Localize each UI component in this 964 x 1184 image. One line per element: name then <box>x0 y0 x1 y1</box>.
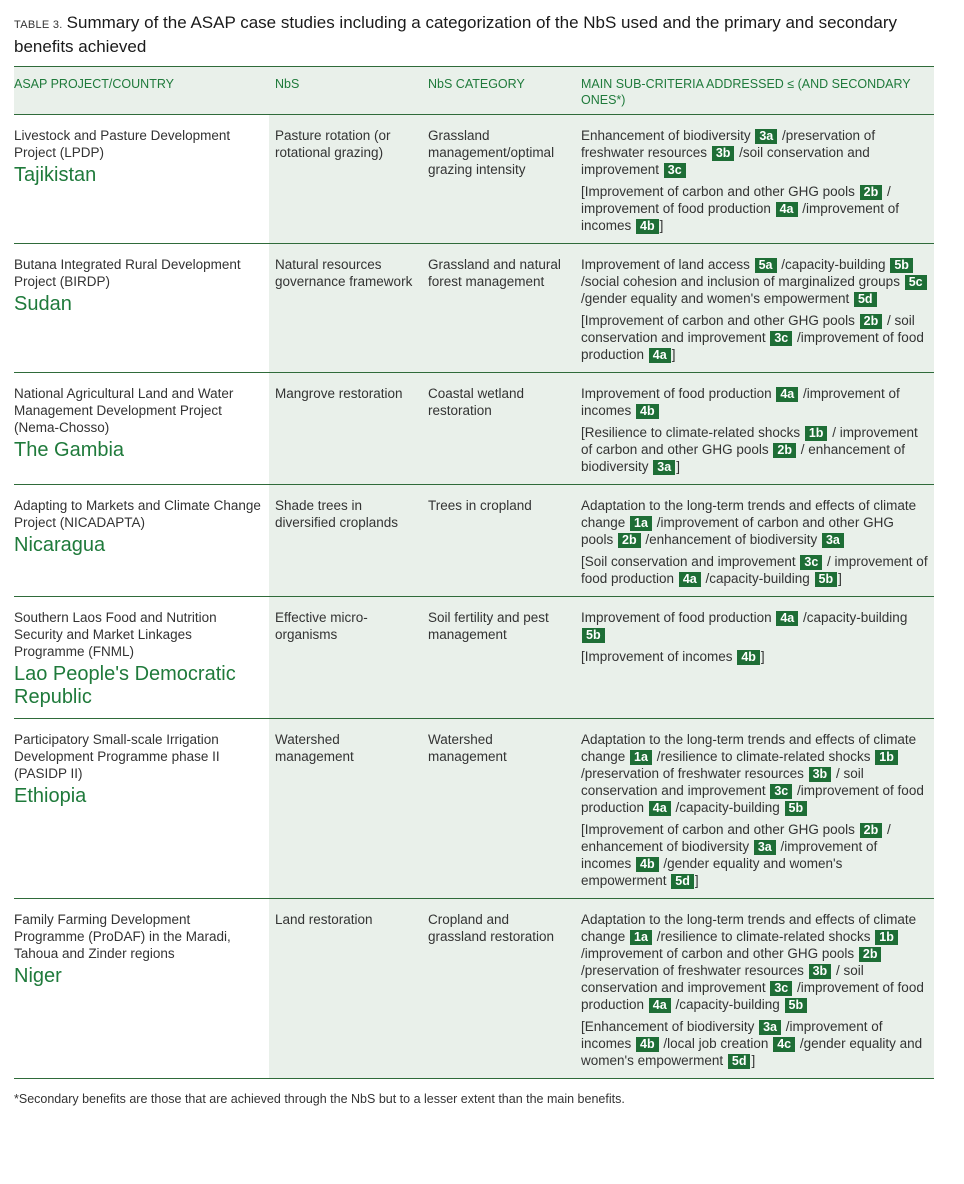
criterion-code-badge: 3b <box>809 964 832 979</box>
criterion-code-badge: 4a <box>776 202 798 217</box>
criteria-text: /improvement of incomes <box>581 1019 883 1051</box>
criterion-code-badge: 3a <box>759 1020 781 1035</box>
criterion-code-badge: 5d <box>854 292 877 307</box>
criteria-text: /capacity-building <box>671 800 784 815</box>
criteria-cell <box>575 719 934 899</box>
criteria-text: ] <box>760 649 765 664</box>
criterion-code-badge: 4a <box>649 998 671 1013</box>
main-criteria <box>581 731 928 816</box>
criteria-text: ] <box>659 218 664 233</box>
table-row <box>14 719 934 899</box>
criterion-code-badge: 3b <box>809 767 832 782</box>
category-cell: Grassland and natural forest management <box>422 244 575 373</box>
criteria-text: / soil conservation and improvement <box>581 313 915 345</box>
country-name: Niger <box>14 965 62 987</box>
project-name: Livestock and Pasture Development Project (LPDP) <box>14 128 231 160</box>
project-name: Adapting to Markets and Climate Change Project (NICADAPTA) <box>14 498 261 530</box>
country-name: Ethiopia <box>14 785 87 807</box>
header-project: ASAP PROJECT/COUNTRY <box>14 67 269 115</box>
criterion-code-badge: 5d <box>671 874 694 889</box>
project-cell <box>14 597 269 719</box>
criteria-text: /capacity-building <box>799 610 908 625</box>
project-cell <box>14 485 269 597</box>
criteria-text: /capacity-building <box>671 997 784 1012</box>
criteria-text: / enhancement of biodiversity <box>581 442 906 474</box>
table-row <box>14 485 934 597</box>
secondary-criteria <box>581 553 928 587</box>
country-name: Tajikistan <box>14 164 97 186</box>
project-name: Participatory Small-scale Irrigation Development Programme phase II (PASIDP II) <box>14 732 220 781</box>
secondary-criteria <box>581 312 928 363</box>
criteria-text: Improvement of food production <box>581 386 776 401</box>
secondary-criteria <box>581 424 928 475</box>
criteria-text: ] <box>838 571 842 586</box>
criterion-code-badge: 5a <box>755 258 777 273</box>
criterion-code-badge: 3a <box>755 129 777 144</box>
criteria-text: /improvement of incomes <box>581 839 878 871</box>
nbs-cell: Effective micro-organisms <box>269 597 422 719</box>
project-name: Southern Laos Food and Nutrition Security and Market Linkages Programme (FNML) <box>14 610 217 659</box>
criteria-text: /improvement of incomes <box>581 386 900 418</box>
criteria-text: [Improvement of carbon and other GHG pools <box>581 313 859 328</box>
footnote: *Secondary benefits are those that are achieved through the NbS but to a lesser extent than the main benefits. <box>14 1092 625 1106</box>
document <box>14 12 934 1107</box>
criterion-code-badge: 3c <box>800 555 822 570</box>
criterion-code-badge: 2b <box>860 823 883 838</box>
header-row <box>14 67 934 115</box>
criteria-text: ] <box>671 347 676 362</box>
category-cell: Trees in cropland <box>422 485 575 597</box>
table-title: Summary of the ASAP case studies including a categorization of the NbS used and the primary and secondary benefits achieved <box>14 13 897 56</box>
criterion-code-badge: 2b <box>773 443 796 458</box>
main-criteria <box>581 497 928 548</box>
table-row <box>14 899 934 1079</box>
criteria-text: [Improvement of incomes <box>581 649 737 664</box>
criterion-code-badge: 4c <box>773 1037 795 1052</box>
criterion-code-badge: 2b <box>859 947 882 962</box>
criterion-code-badge: 4a <box>649 801 671 816</box>
criteria-cell <box>575 899 934 1079</box>
criteria-text: / enhancement of biodiversity <box>581 822 891 854</box>
criterion-code-badge: 3c <box>664 163 686 178</box>
criteria-text: / improvement of food production <box>581 184 891 216</box>
nbs-cell: Natural resources governance framework <box>269 244 422 373</box>
project-cell <box>14 373 269 485</box>
criteria-text: [Soil conservation and improvement <box>581 554 800 569</box>
criteria-text: [Improvement of carbon and other GHG pools <box>581 184 859 199</box>
criteria-text: /gender equality and women's empowerment <box>581 291 853 306</box>
secondary-criteria <box>581 648 928 665</box>
header-nbs: NbS <box>269 67 422 115</box>
criterion-code-badge: 4a <box>776 387 798 402</box>
table-row <box>14 373 934 485</box>
criterion-code-badge: 5b <box>785 998 808 1013</box>
criteria-text: /gender equality and women's empowerment <box>581 856 843 888</box>
category-cell: Watershed management <box>422 719 575 899</box>
criterion-code-badge: 4b <box>636 219 659 234</box>
secondary-criteria <box>581 1018 928 1069</box>
header-category: NbS CATEGORY <box>422 67 575 115</box>
criteria-text: / improvement of food production <box>581 554 928 586</box>
criteria-text: / soil conservation and improvement <box>581 766 864 798</box>
criteria-cell <box>575 244 934 373</box>
criteria-text: [Enhancement of biodiversity <box>581 1019 759 1034</box>
criteria-text: [Improvement of carbon and other GHG pools <box>581 822 859 837</box>
project-cell <box>14 244 269 373</box>
criteria-text: /preservation of freshwater resources <box>581 128 876 160</box>
criteria-text: /improvement of food production <box>581 980 924 1012</box>
header-criteria: MAIN SUB-CRITERIA ADDRESSED ≤ (AND SECONDARY ONES*) <box>575 67 934 115</box>
country-name: The Gambia <box>14 439 125 461</box>
country-name: Nicaragua <box>14 534 106 556</box>
table-row <box>14 597 934 719</box>
criteria-text: /improvement of food production <box>581 783 924 815</box>
case-studies-table <box>14 66 934 1079</box>
criteria-text: /capacity-building <box>777 257 890 272</box>
criterion-code-badge: 3c <box>770 331 792 346</box>
criteria-text: Improvement of food production <box>581 610 776 625</box>
criteria-text: [Resilience to climate-related shocks <box>581 425 804 440</box>
table-label: TABLE 3. <box>14 19 63 31</box>
criteria-text: /local job creation <box>659 1036 773 1051</box>
criteria-text: ] <box>751 1053 756 1068</box>
criterion-code-badge: 2b <box>618 533 641 548</box>
criterion-code-badge: 1a <box>630 750 652 765</box>
main-criteria <box>581 911 928 1013</box>
secondary-criteria <box>581 821 928 889</box>
secondary-criteria <box>581 183 928 234</box>
category-cell: Soil fertility and pest management <box>422 597 575 719</box>
criteria-cell <box>575 115 934 244</box>
criteria-text: /improvement of incomes <box>581 201 900 233</box>
criteria-text: / soil conservation and improvement <box>581 963 864 995</box>
nbs-cell: Watershed management <box>269 719 422 899</box>
criteria-text: /improvement of carbon and other GHG pools <box>581 946 858 961</box>
criteria-text: /preservation of freshwater resources <box>581 766 808 781</box>
criterion-code-badge: 2b <box>860 314 883 329</box>
main-criteria <box>581 385 928 419</box>
criterion-code-badge: 5b <box>785 801 808 816</box>
criterion-code-badge: 5b <box>582 628 605 643</box>
criteria-text: Improvement of land access <box>581 257 754 272</box>
criterion-code-badge: 1a <box>630 930 652 945</box>
criterion-code-badge: 3b <box>712 146 735 161</box>
table-body <box>14 115 934 1079</box>
criteria-text: Adaptation to the long-term trends and effects of climate change <box>581 498 917 530</box>
criteria-text: /soil conservation and improvement <box>581 145 870 177</box>
criterion-code-badge: 4b <box>636 857 659 872</box>
nbs-cell: Land restoration <box>269 899 422 1079</box>
criteria-text: /resilience to climate-related shocks <box>652 749 875 764</box>
criteria-text: /capacity-building <box>701 571 814 586</box>
criterion-code-badge: 3a <box>653 460 675 475</box>
criteria-cell <box>575 373 934 485</box>
criteria-cell <box>575 597 934 719</box>
criteria-text: / improvement of carbon and other GHG pools <box>581 425 918 457</box>
main-criteria <box>581 127 928 178</box>
criterion-code-badge: 3c <box>770 981 792 996</box>
criterion-code-badge: 5c <box>905 275 927 290</box>
criterion-code-badge: 4b <box>636 404 659 419</box>
category-cell: Cropland and grassland restoration <box>422 899 575 1079</box>
project-cell <box>14 115 269 244</box>
project-name: Butana Integrated Rural Development Project (BIRDP) <box>14 257 241 289</box>
criterion-code-badge: 3c <box>770 784 792 799</box>
category-cell: Grassland management/optimal grazing intensity <box>422 115 575 244</box>
criterion-code-badge: 5b <box>890 258 913 273</box>
country-name: Lao People's Democratic Republic <box>14 663 236 708</box>
main-criteria <box>581 609 928 643</box>
criterion-code-badge: 3a <box>754 840 776 855</box>
criterion-code-badge: 4a <box>679 572 701 587</box>
country-name: Sudan <box>14 293 72 315</box>
nbs-cell: Mangrove restoration <box>269 373 422 485</box>
criterion-code-badge: 4a <box>776 611 798 626</box>
project-cell <box>14 719 269 899</box>
criteria-text: ] <box>694 873 699 888</box>
criterion-code-badge: 1a <box>630 516 652 531</box>
criteria-text: /improvement of food production <box>581 330 924 362</box>
criteria-text: /resilience to climate-related shocks <box>652 929 875 944</box>
criteria-cell <box>575 485 934 597</box>
criterion-code-badge: 4a <box>649 348 671 363</box>
table-caption <box>14 12 934 58</box>
criterion-code-badge: 4b <box>737 650 760 665</box>
criteria-text: Adaptation to the long-term trends and effects of climate change <box>581 732 917 764</box>
nbs-cell: Pasture rotation (or rotational grazing) <box>269 115 422 244</box>
project-cell <box>14 899 269 1079</box>
table-row <box>14 244 934 373</box>
nbs-cell: Shade trees in diversified croplands <box>269 485 422 597</box>
criteria-text: /gender equality and women's empowerment <box>581 1036 923 1068</box>
project-name: Family Farming Development Programme (ProDAF) in the Maradi, Tahoua and Zinder regions <box>14 912 231 961</box>
criterion-code-badge: 1b <box>875 930 898 945</box>
criterion-code-badge: 2b <box>860 185 883 200</box>
criteria-text: /preservation of freshwater resources <box>581 963 808 978</box>
criteria-text: Adaptation to the long-term trends and effects of climate change <box>581 912 917 944</box>
project-name: National Agricultural Land and Water Management Development Project (Nema-Chosso) <box>14 386 234 435</box>
table-row <box>14 115 934 244</box>
criterion-code-badge: 4b <box>636 1037 659 1052</box>
criteria-text: /social cohesion and inclusion of marginalized groups <box>581 274 904 289</box>
criterion-code-badge: 5b <box>815 572 838 587</box>
criterion-code-badge: 1b <box>805 426 828 441</box>
criterion-code-badge: 3a <box>822 533 844 548</box>
category-cell: Coastal wetland restoration <box>422 373 575 485</box>
criteria-text: Enhancement of biodiversity <box>581 128 755 143</box>
criteria-text: ] <box>676 459 680 474</box>
main-criteria <box>581 256 928 307</box>
table-header <box>14 67 934 115</box>
criterion-code-badge: 1b <box>875 750 898 765</box>
criteria-text: /improvement of carbon and other GHG pools <box>581 515 894 547</box>
criterion-code-badge: 5d <box>728 1054 751 1069</box>
criteria-text: /enhancement of biodiversity <box>641 532 821 547</box>
